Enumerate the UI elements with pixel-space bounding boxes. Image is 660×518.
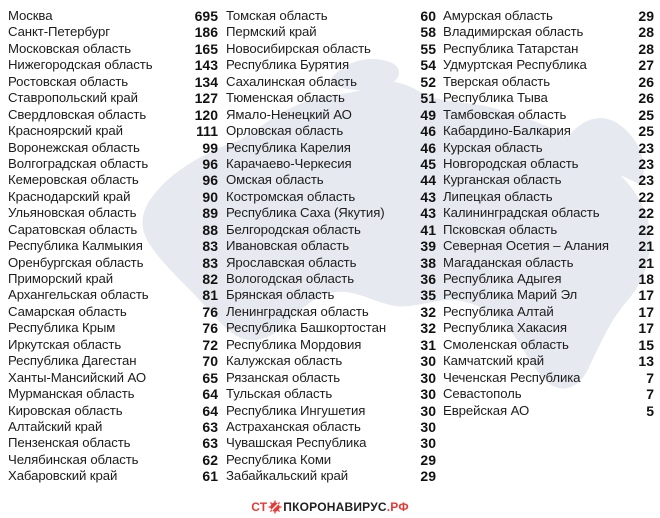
region-count: 63 xyxy=(202,418,218,435)
region-name: Республика Коми xyxy=(226,451,332,467)
region-count: 55 xyxy=(420,40,436,57)
region-row xyxy=(226,370,436,386)
region-name: Оренбургская область xyxy=(8,254,144,270)
region-row xyxy=(226,57,436,73)
region-count: 17 xyxy=(638,287,654,304)
region-row xyxy=(226,140,436,156)
region-count: 23 xyxy=(638,139,654,156)
region-count: 38 xyxy=(420,254,436,271)
region-name: Пермский край xyxy=(226,24,317,40)
region-name: Республика Марий Эл xyxy=(443,287,578,303)
region-name: Магаданская область xyxy=(443,254,574,270)
region-name: Кемеровская область xyxy=(8,172,139,188)
region-name: Республика Адыгея xyxy=(443,271,562,286)
region-name: Республика Саха (Якутия) xyxy=(226,205,385,221)
region-name: Республика Алтай xyxy=(443,303,554,319)
region-count: 21 xyxy=(638,254,654,271)
region-count: 72 xyxy=(202,336,218,353)
region-row xyxy=(8,452,218,468)
region-row xyxy=(226,74,436,90)
region-row xyxy=(226,222,436,238)
region-count: 26 xyxy=(638,73,654,90)
region-row xyxy=(8,74,218,90)
region-row xyxy=(443,123,654,139)
region-count: 43 xyxy=(420,205,436,222)
regions-column-2 xyxy=(226,8,436,485)
region-row xyxy=(226,189,436,205)
region-count: 15 xyxy=(638,336,654,353)
region-row xyxy=(443,320,654,336)
region-count: 54 xyxy=(420,57,436,74)
region-name: Республика Калмыкия xyxy=(8,238,143,254)
region-row xyxy=(8,435,218,451)
footer xyxy=(0,496,660,518)
region-name: Калининградская область xyxy=(443,205,600,221)
region-row xyxy=(8,189,218,205)
region-name: Костромская область xyxy=(226,188,356,204)
region-count: 23 xyxy=(638,155,654,172)
region-count: 63 xyxy=(202,435,218,452)
region-row xyxy=(8,172,218,188)
region-row xyxy=(226,107,436,123)
region-name: Республика Дагестан xyxy=(8,353,137,369)
region-row xyxy=(443,238,654,254)
region-row xyxy=(8,320,218,336)
region-name: Северная Осетия – Алания xyxy=(443,238,609,254)
region-count: 96 xyxy=(202,155,218,172)
region-count: 21 xyxy=(638,238,654,255)
region-count: 89 xyxy=(202,205,218,222)
region-name: Орловская область xyxy=(226,123,344,139)
region-row xyxy=(8,271,218,287)
region-count: 83 xyxy=(202,254,218,271)
region-count: 5 xyxy=(646,402,654,419)
region-name: Республика Тыва xyxy=(443,90,548,106)
region-count: 127 xyxy=(194,90,218,107)
region-name: Краснодарский край xyxy=(8,188,131,204)
region-name: Кабардино-Балкария xyxy=(443,123,571,139)
region-name: Волгоградская область xyxy=(8,155,149,171)
region-count: 60 xyxy=(420,8,436,24)
region-name: Томская область xyxy=(226,8,328,23)
region-row xyxy=(443,255,654,271)
region-count: 30 xyxy=(420,435,436,452)
region-row xyxy=(226,403,436,419)
region-name: Курганская область xyxy=(443,172,562,188)
region-row xyxy=(8,90,218,106)
region-name: Ямало-Ненецкий АО xyxy=(226,106,352,122)
region-row xyxy=(8,255,218,271)
region-name: Ленинградская область xyxy=(226,303,369,319)
region-row xyxy=(8,24,218,40)
region-count: 70 xyxy=(202,353,218,370)
region-name: Ростовская область xyxy=(8,73,129,89)
region-row xyxy=(443,271,654,287)
region-count: 96 xyxy=(202,172,218,189)
region-name: Самарская область xyxy=(8,303,127,319)
region-row xyxy=(8,370,218,386)
region-count: 18 xyxy=(638,271,654,287)
region-row xyxy=(226,353,436,369)
region-row xyxy=(443,107,654,123)
region-name: Брянская область xyxy=(226,287,335,303)
region-count: 46 xyxy=(420,139,436,156)
region-name: Мурманская область xyxy=(8,386,135,402)
region-name: Республика Татарстан xyxy=(443,40,579,56)
region-row xyxy=(8,419,218,435)
region-row xyxy=(8,222,218,238)
region-name: Тюменская область xyxy=(226,90,345,106)
region-name: Астраханская область xyxy=(226,418,361,434)
region-name: Новосибирская область xyxy=(226,40,371,56)
region-row xyxy=(443,287,654,303)
region-name: Калужская область xyxy=(226,353,343,369)
region-name: Омская область xyxy=(226,172,324,188)
region-row xyxy=(443,370,654,386)
region-row xyxy=(226,386,436,402)
region-name: Сахалинская область xyxy=(226,73,357,89)
region-row xyxy=(8,205,218,221)
region-row xyxy=(8,156,218,172)
region-name: Республика Крым xyxy=(8,320,116,336)
region-count: 62 xyxy=(202,451,218,468)
region-row xyxy=(443,8,654,24)
region-row xyxy=(226,271,436,287)
region-row xyxy=(8,337,218,353)
region-count: 186 xyxy=(194,24,218,41)
region-row xyxy=(8,287,218,303)
region-count: 43 xyxy=(420,188,436,205)
region-name: Владимирская область xyxy=(443,24,584,40)
region-count: 120 xyxy=(194,106,218,123)
region-name: Алтайский край xyxy=(8,418,103,434)
region-count: 32 xyxy=(420,303,436,320)
region-name: Ставропольский край xyxy=(8,90,138,106)
region-row xyxy=(226,304,436,320)
virus-icon xyxy=(268,500,282,514)
region-row xyxy=(226,320,436,336)
region-name: Пензенская область xyxy=(8,435,131,451)
region-name: Красноярский край xyxy=(8,123,123,139)
region-row xyxy=(8,304,218,320)
region-count: 32 xyxy=(420,320,436,337)
stopcoronavirus-logo xyxy=(251,500,409,514)
region-row xyxy=(226,90,436,106)
region-name: Хабаровский край xyxy=(8,468,118,484)
region-name: Ивановская область xyxy=(226,238,349,254)
regions-column-1 xyxy=(8,8,218,485)
region-count: 22 xyxy=(638,188,654,205)
region-count: 30 xyxy=(420,369,436,386)
region-name: Республика Ингушетия xyxy=(226,402,366,418)
region-row xyxy=(8,238,218,254)
region-row xyxy=(8,41,218,57)
region-count: 64 xyxy=(202,402,218,419)
region-name: Новгородская область xyxy=(443,155,579,171)
region-count: 25 xyxy=(638,123,654,140)
region-row xyxy=(443,41,654,57)
region-count: 58 xyxy=(420,24,436,41)
region-name: Чувашская Республика xyxy=(226,435,367,451)
region-row xyxy=(226,337,436,353)
region-count: 7 xyxy=(646,369,654,386)
region-count: 22 xyxy=(638,221,654,238)
region-row xyxy=(8,8,218,24)
region-row xyxy=(226,205,436,221)
region-name: Тверская область xyxy=(443,73,551,89)
region-name: Камчатский край xyxy=(443,353,544,369)
region-count: 28 xyxy=(638,40,654,57)
region-row xyxy=(443,403,654,419)
region-name: Республика Мордовия xyxy=(226,336,362,352)
region-row xyxy=(8,386,218,402)
region-name: Нижегородская область xyxy=(8,57,153,73)
region-row xyxy=(8,57,218,73)
region-row xyxy=(8,468,218,484)
region-name: Удмуртская Республика xyxy=(443,57,587,73)
region-name: Липецкая область xyxy=(443,188,553,204)
region-name: Воронежская область xyxy=(8,139,140,155)
region-count: 65 xyxy=(202,369,218,386)
region-count: 25 xyxy=(638,106,654,123)
region-row xyxy=(443,57,654,73)
region-count: 51 xyxy=(420,90,436,107)
region-count: 30 xyxy=(420,418,436,435)
region-count: 30 xyxy=(420,402,436,419)
region-count: 64 xyxy=(202,386,218,403)
region-row xyxy=(443,353,654,369)
region-row xyxy=(226,123,436,139)
region-name: Еврейская АО xyxy=(443,402,530,418)
region-name: Псковская область xyxy=(443,221,558,237)
region-row xyxy=(226,468,436,484)
region-row xyxy=(226,452,436,468)
region-count: 83 xyxy=(202,238,218,255)
region-name: Московская область xyxy=(8,40,131,56)
region-name: Республика Башкортостан xyxy=(226,320,386,336)
region-row xyxy=(443,90,654,106)
region-name: Свердловская область xyxy=(8,106,147,122)
region-row xyxy=(443,24,654,40)
region-count: 36 xyxy=(420,271,436,287)
region-row xyxy=(226,41,436,57)
region-name: Белгородская область xyxy=(226,221,361,237)
region-count: 39 xyxy=(420,238,436,255)
region-name: Ульяновская область xyxy=(8,205,137,221)
region-name: Республика Бурятия xyxy=(226,57,349,73)
region-count: 29 xyxy=(420,451,436,468)
region-name: Республика Карелия xyxy=(226,139,351,155)
region-count: 76 xyxy=(202,303,218,320)
region-row xyxy=(226,419,436,435)
region-count: 7 xyxy=(646,386,654,403)
region-count: 111 xyxy=(196,123,218,140)
region-name: Саратовская область xyxy=(8,221,138,237)
region-row xyxy=(226,172,436,188)
region-count: 49 xyxy=(420,106,436,123)
region-row xyxy=(443,172,654,188)
region-row xyxy=(8,123,218,139)
region-count: 44 xyxy=(420,172,436,189)
region-name: Амурская область xyxy=(443,8,553,23)
logo-text-part-b: ПКОРОНАВИРУС xyxy=(283,500,387,514)
region-name: Рязанская область xyxy=(226,369,341,385)
region-name: Вологодская область xyxy=(226,271,354,286)
region-row xyxy=(8,353,218,369)
region-count: 76 xyxy=(202,320,218,337)
region-row xyxy=(443,222,654,238)
region-row xyxy=(226,24,436,40)
region-count: 45 xyxy=(420,155,436,172)
logo-text-part-a: СТ xyxy=(251,500,268,514)
region-row xyxy=(226,156,436,172)
region-name: Тульская область xyxy=(226,386,333,402)
region-row xyxy=(8,403,218,419)
region-row xyxy=(8,107,218,123)
region-name: Москва xyxy=(8,8,53,23)
region-count: 13 xyxy=(638,353,654,370)
region-count: 88 xyxy=(202,221,218,238)
region-name: Чеченская Республика xyxy=(443,369,581,385)
region-name: Санкт-Петербург xyxy=(8,24,110,40)
region-name: Челябинская область xyxy=(8,451,139,467)
region-row xyxy=(226,255,436,271)
region-name: Тамбовская область xyxy=(443,106,567,122)
region-name: Архангельская область xyxy=(8,287,149,303)
region-name: Ярославская область xyxy=(226,254,357,270)
region-row xyxy=(226,287,436,303)
region-name: Кировская область xyxy=(8,402,123,418)
region-row xyxy=(443,337,654,353)
region-count: 165 xyxy=(194,40,218,57)
region-count: 30 xyxy=(420,386,436,403)
region-count: 23 xyxy=(638,172,654,189)
region-count: 17 xyxy=(638,303,654,320)
region-count: 46 xyxy=(420,123,436,140)
region-name: Иркутская область xyxy=(8,336,122,352)
region-row xyxy=(443,140,654,156)
region-count: 99 xyxy=(202,139,218,156)
region-count: 35 xyxy=(420,287,436,304)
regions-board xyxy=(8,8,654,492)
region-count: 81 xyxy=(202,287,218,304)
region-row xyxy=(443,74,654,90)
region-count: 30 xyxy=(420,353,436,370)
region-row xyxy=(226,435,436,451)
region-count: 90 xyxy=(202,188,218,205)
region-row xyxy=(226,238,436,254)
region-row xyxy=(8,140,218,156)
region-name: Республика Хакасия xyxy=(443,320,567,336)
region-row xyxy=(226,8,436,24)
region-name: Ханты-Мансийский АО xyxy=(8,369,147,385)
region-count: 41 xyxy=(420,221,436,238)
region-count: 29 xyxy=(638,8,654,24)
region-count: 22 xyxy=(638,205,654,222)
region-count: 26 xyxy=(638,90,654,107)
region-row xyxy=(443,189,654,205)
region-count: 695 xyxy=(194,8,218,24)
region-row xyxy=(443,386,654,402)
region-count: 17 xyxy=(638,320,654,337)
region-count: 52 xyxy=(420,73,436,90)
region-name: Забайкальский край xyxy=(226,468,348,484)
region-count: 31 xyxy=(420,336,436,353)
logo-text-part-c: .РФ xyxy=(386,500,409,514)
region-count: 143 xyxy=(194,57,218,74)
region-name: Курская область xyxy=(443,139,543,155)
region-count: 134 xyxy=(194,73,218,90)
region-count: 28 xyxy=(638,24,654,41)
region-count: 29 xyxy=(420,468,436,485)
region-row xyxy=(443,156,654,172)
region-row xyxy=(443,304,654,320)
regions-column-3 xyxy=(443,8,654,419)
region-name: Севастополь xyxy=(443,386,522,402)
region-count: 61 xyxy=(202,468,218,485)
region-count: 82 xyxy=(202,271,218,287)
region-count: 27 xyxy=(638,57,654,74)
region-name: Смоленская область xyxy=(443,336,569,352)
region-row xyxy=(443,205,654,221)
region-name: Приморский край xyxy=(8,271,113,286)
region-name: Карачаево-Черкесия xyxy=(226,155,352,171)
